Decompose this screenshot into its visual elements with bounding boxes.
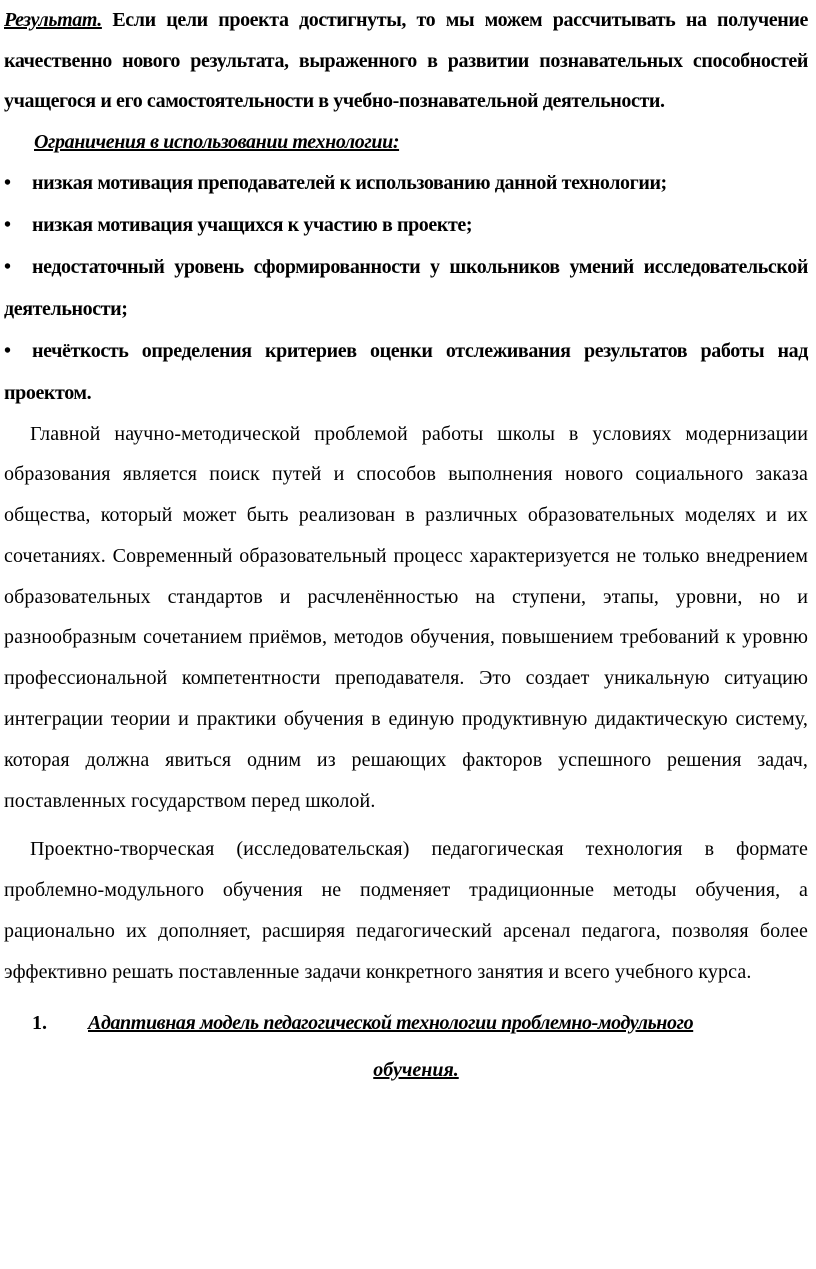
list-item-text: нечёткость определения критериев оценки отслеживания результатов работы над проектом. xyxy=(4,339,808,404)
list-item xyxy=(4,162,808,204)
list-item xyxy=(4,246,808,330)
list-item xyxy=(4,204,808,246)
result-label: Результат. xyxy=(4,9,102,31)
bullet-icon: • xyxy=(4,255,11,278)
bullet-icon: • xyxy=(4,339,11,362)
list-item xyxy=(4,330,808,414)
limitations-heading: Ограничения в использовании технологии: xyxy=(34,130,400,153)
section-heading xyxy=(4,999,808,1047)
bullet-icon: • xyxy=(4,171,11,194)
section-number: 1. xyxy=(32,1011,47,1034)
section-title: Адаптивная модель педагогической технологии проблемно-модульного xyxy=(88,1011,694,1034)
result-paragraph xyxy=(4,0,808,122)
section-title-continuation: обучения. xyxy=(373,1058,459,1081)
body-paragraph: Проектно-творческая (исследовательская) педагогическая технология в формате проблемно-модульного обучения не подменяет традиционные методы обучения, а рационально их дополняет, расширяя педагогический арсенал педагога, позволяя более эффективно решать поставленные задачи конкретного занятия и всего учебного курса. xyxy=(4,838,808,983)
result-text: Если цели проекта достигнуты, то мы можем рассчитывать на получение качественно нового результата, выраженного в развитии познавательных способностей учащегося и его самостоятельности в учебно-познавательной деятельности. xyxy=(4,9,808,112)
list-item-text: низкая мотивация преподавателей к использованию данной технологии; xyxy=(32,171,667,194)
bullet-icon: • xyxy=(4,213,11,236)
list-item-text: недостаточный уровень сформированности у школьников умений исследовательской деятельности; xyxy=(4,255,808,320)
list-item-text: низкая мотивация учащихся к участию в проекте; xyxy=(32,213,473,236)
body-paragraph: Главной научно-методической проблемой работы школы в условиях модернизации образования является поиск путей и способов выполнения нового социального заказа общества, который может быть реализован в различных образовательных моделях и их сочетаниях. Современный образовательный процесс характеризуется не только внедрением образовательных стандартов и расчленённостью на ступени, этапы, уровни, но и разнообразным сочетанием приёмов, методов обучения, повышением требований к уровню профессиональной компетентности преподавателя. Это создает уникальную ситуацию интеграции теории и практики обучения в единую продуктивную дидактическую систему, которая должна явиться одним из решающих факторов успешного решения задач, поставленных государством перед школой. xyxy=(4,422,808,812)
